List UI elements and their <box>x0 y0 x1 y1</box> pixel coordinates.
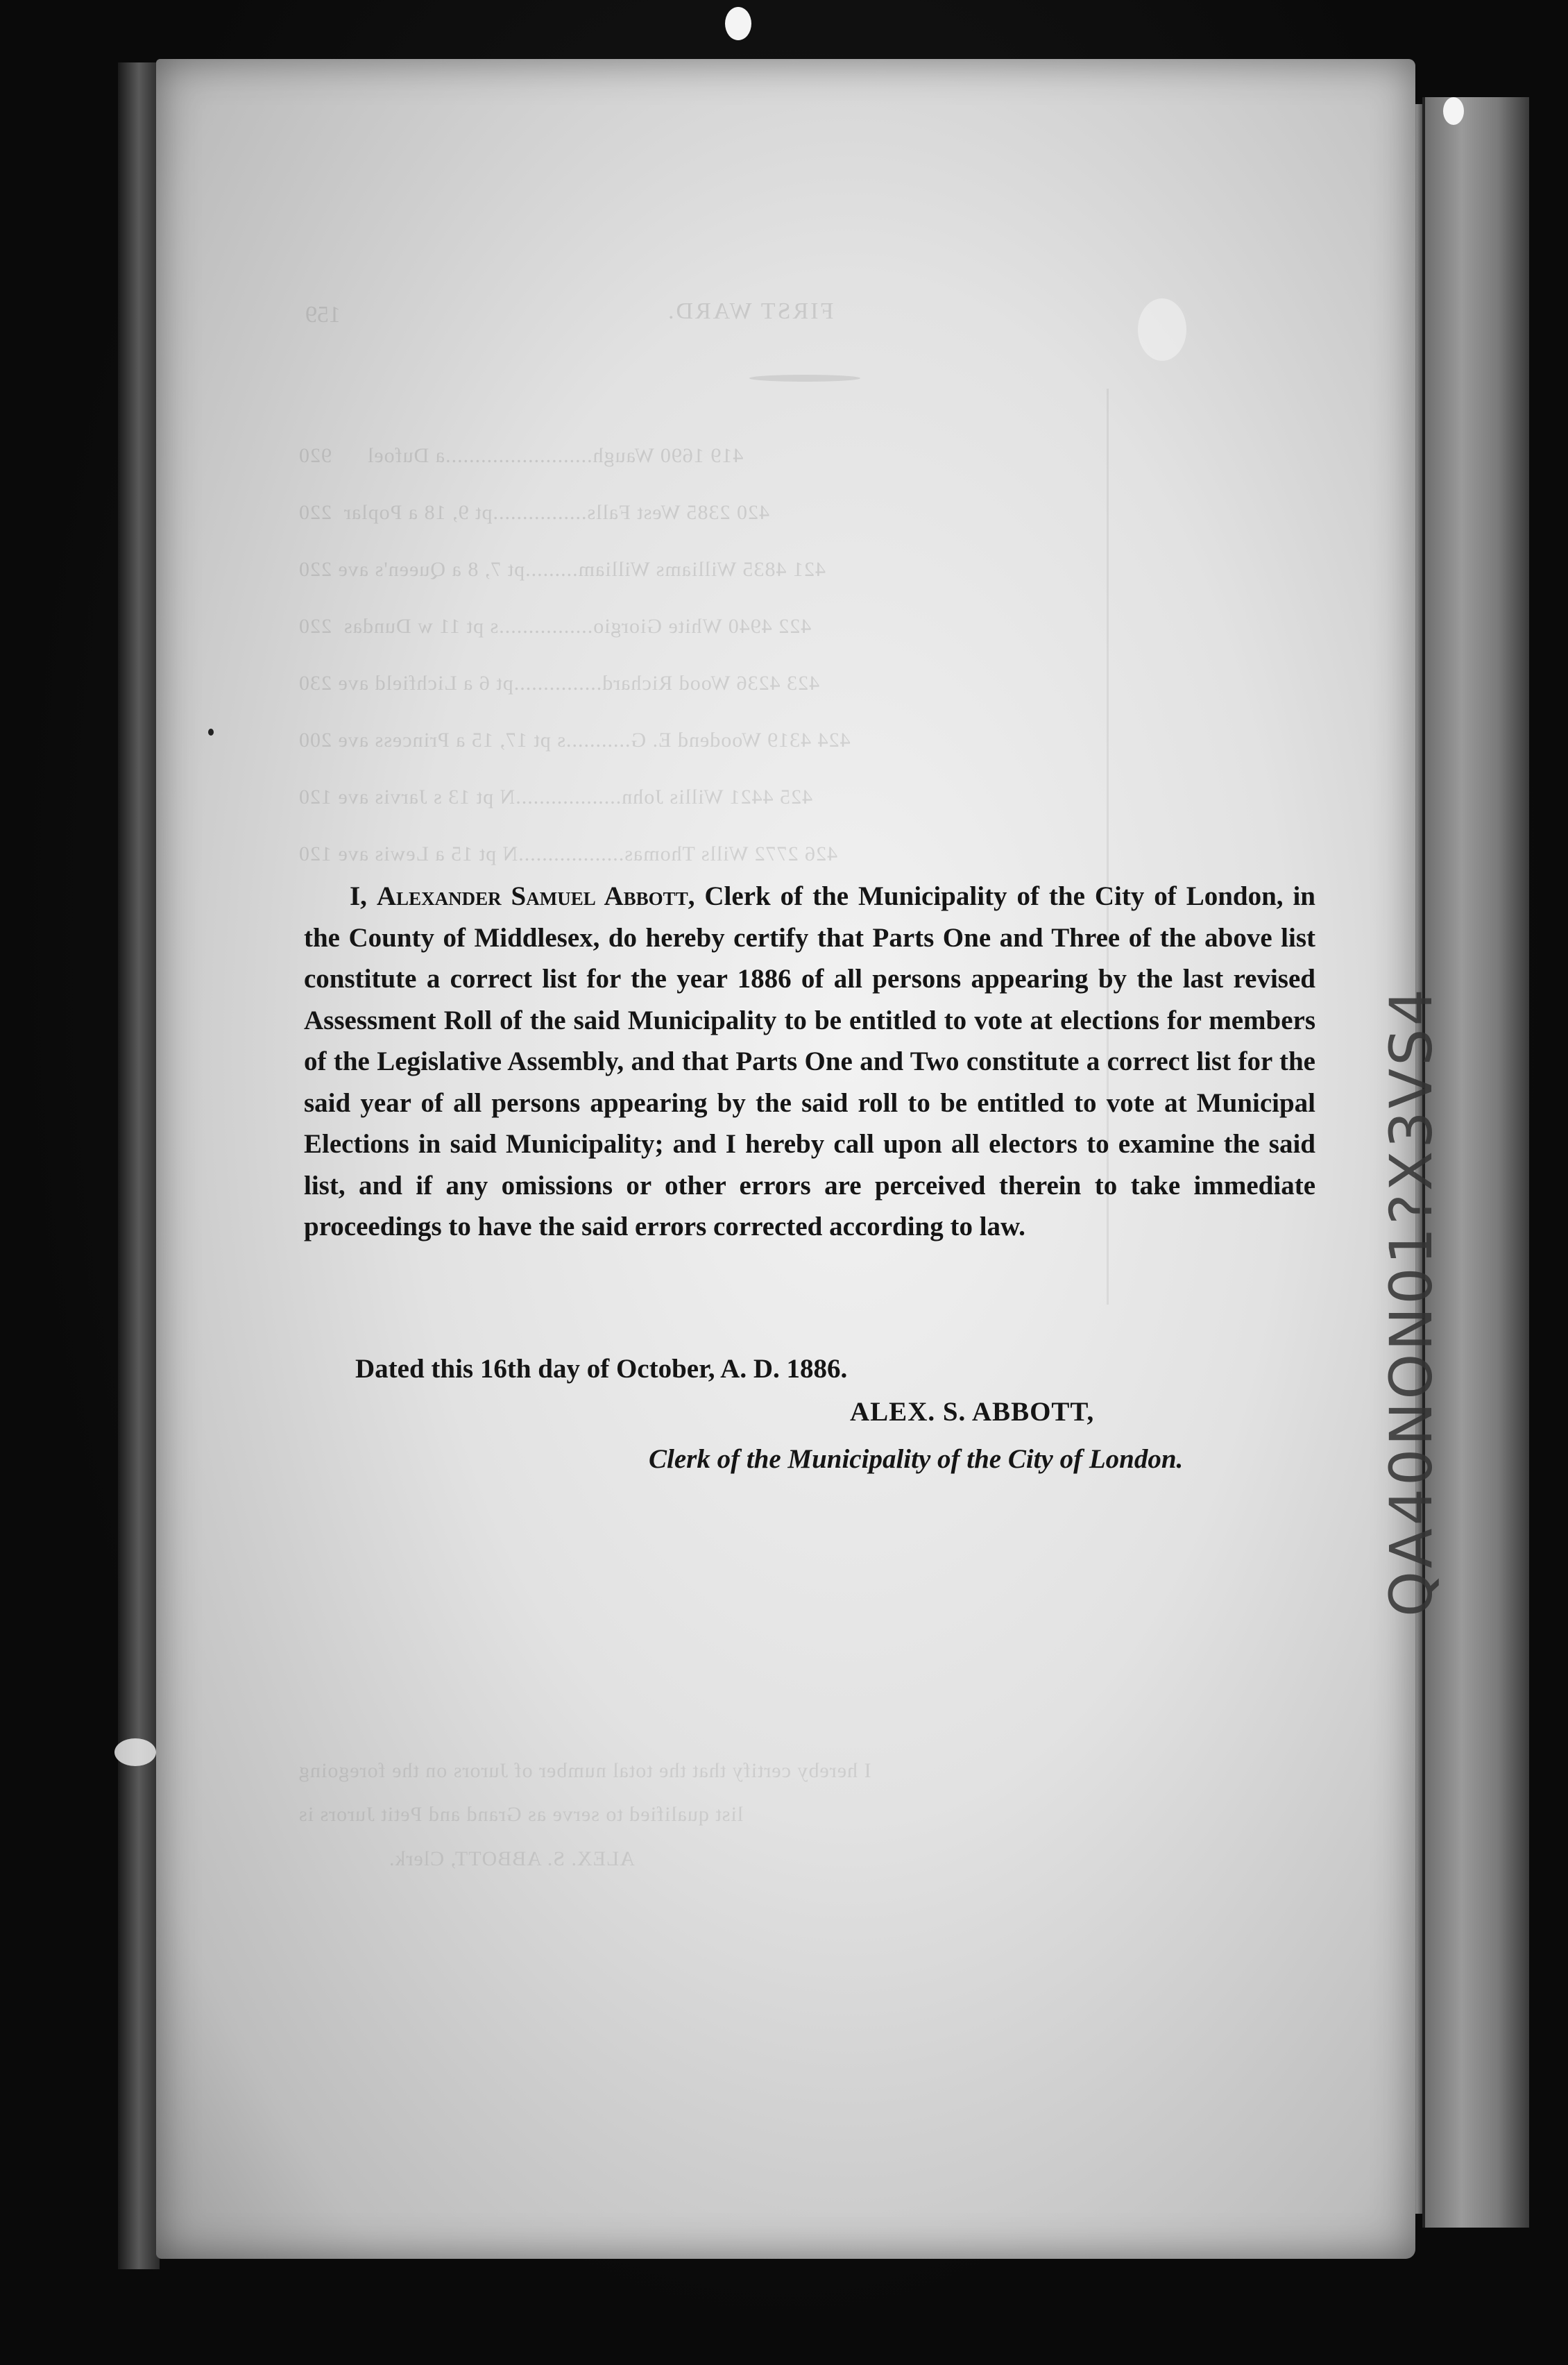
ghost-line: 421 4835 Williams William.........pt 7, 8 a Queen's ave 220 <box>298 558 826 581</box>
ghost-line: 419 1690 Waugh.........................a Dufoel 920 <box>298 444 744 467</box>
ghost-line: 422 4940 White Giorgio................s pt 11 w Dundas 220 <box>298 615 812 638</box>
ghost-line: 420 2385 West Falls................pt 9, 18 a Poplar 220 <box>298 501 770 524</box>
certificate-body: , Clerk of the Municipality of the City of London, in the County of Middlesex, do hereby certify that Parts One and Three of the above list constitute a correct list for the year 1886 of all persons appearing by the last revised Assessment Roll of the said Municipality to be entitled to vote at elections for members of the Legislative Assembly, and that Parts One and Two constitute a correct list for the said year of all persons appearing by the said roll to be entitled to vote at Municipal Elections in said Municipality; and I hereby call upon all electors to examine the said list, and if any omissions or other errors are perceived therein to take immediate proceedings to have the said errors corrected according to law. <box>304 881 1315 1241</box>
ghost-line: 425 4421 Willis John..................N pt 13 s Jarvis ave 120 <box>298 786 813 808</box>
ghost-header: FIRST WARD. <box>666 298 834 324</box>
handwritten-reference: QA40NON01?X3VS4 <box>1377 986 1445 1617</box>
clerk-name: Alexander Samuel Abbott <box>376 881 688 911</box>
ghost-line: 426 2772 Wills Thomas..................N pt 15 a Lewis ave 120 <box>298 842 838 865</box>
ghost-line: list qualified to serve as Grand and Petit Jurors is <box>298 1803 744 1826</box>
damage-speck <box>1443 97 1464 125</box>
damage-speck <box>1138 298 1186 361</box>
ghost-line: I hereby certify that the total number of Jurors on the foregoing <box>298 1759 871 1782</box>
certificate-paragraph <box>304 876 1315 1248</box>
damage-speck <box>114 1738 156 1766</box>
ghost-line: 423 4236 Wood Richard...............pt 6 a Lichfield ave 230 <box>298 672 820 695</box>
damage-speck <box>725 7 751 40</box>
certificate-lead-in: I, <box>350 881 367 911</box>
book-binding <box>118 62 160 2269</box>
ghost-line: ALEX. S. ABBOTT, Clerk. <box>389 1847 635 1870</box>
signature: ALEX. S. ABBOTT, <box>850 1397 1095 1427</box>
signature-title: Clerk of the Municipality of the City of London. <box>649 1444 1184 1474</box>
ghost-page-number: 159 <box>305 302 341 328</box>
ghost-ornament <box>749 375 860 382</box>
dated-line: Dated this 16th day of October, A. D. 1886. <box>355 1354 848 1384</box>
dark-speck <box>208 729 214 736</box>
ghost-line: 424 4319 Woodend E. G...........s pt 17, 15 a Princess ave 200 <box>298 729 851 752</box>
